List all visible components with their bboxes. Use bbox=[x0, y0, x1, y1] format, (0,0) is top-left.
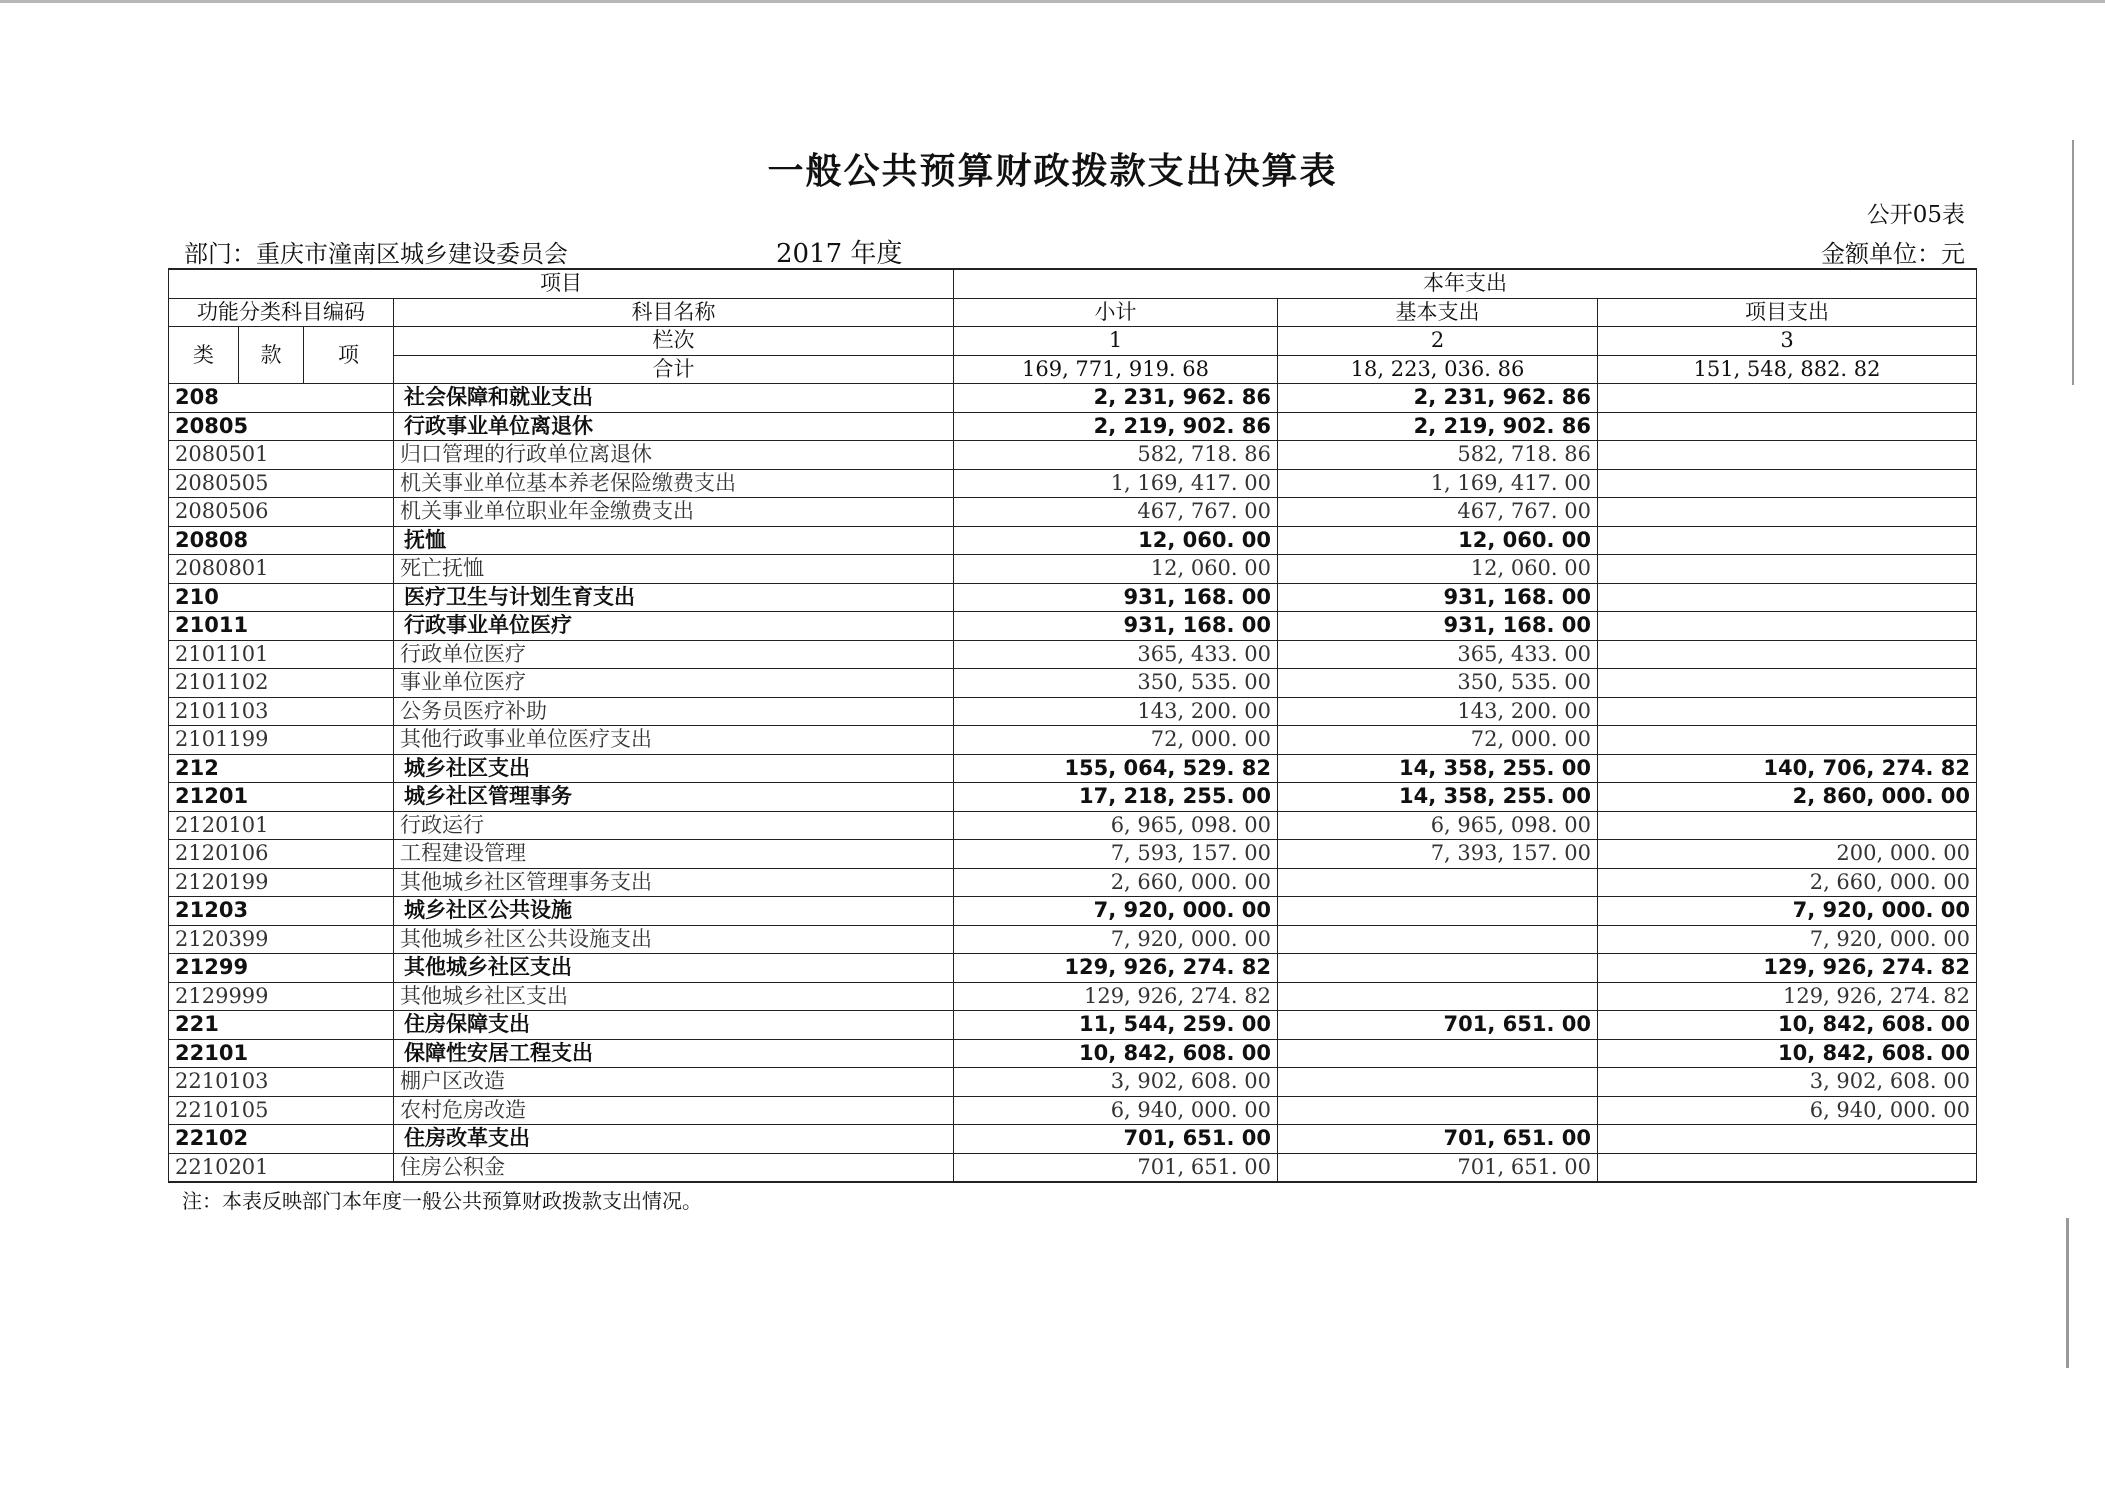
table-row bbox=[169, 441, 1977, 470]
table-row bbox=[169, 925, 1977, 954]
row-name: 医疗卫生与计划生育支出 bbox=[394, 583, 954, 612]
fiscal-year: 2017 年度 bbox=[776, 239, 903, 269]
table-row bbox=[169, 982, 1977, 1011]
row-subtotal: 12, 060. 00 bbox=[954, 526, 1278, 555]
row-basic: 12, 060. 00 bbox=[1278, 526, 1598, 555]
top-edge-rule bbox=[0, 0, 2105, 3]
row-code: 2101199 bbox=[169, 726, 394, 755]
row-basic bbox=[1278, 897, 1598, 926]
row-basic bbox=[1278, 868, 1598, 897]
row-subtotal: 931, 168. 00 bbox=[954, 612, 1278, 641]
row-name: 归口管理的行政单位离退休 bbox=[394, 441, 954, 470]
row-name: 其他城乡社区支出 bbox=[394, 982, 954, 1011]
row-basic bbox=[1278, 1068, 1598, 1097]
row-subtotal: 72, 000. 00 bbox=[954, 726, 1278, 755]
row-name: 行政运行 bbox=[394, 811, 954, 840]
table-row bbox=[169, 640, 1977, 669]
header-kuan: 款 bbox=[239, 327, 304, 384]
table-row bbox=[169, 612, 1977, 641]
row-basic bbox=[1278, 1096, 1598, 1125]
header-item: 项目 bbox=[169, 269, 954, 298]
row-basic: 582, 718. 86 bbox=[1278, 441, 1598, 470]
row-name: 抚恤 bbox=[394, 526, 954, 555]
row-basic bbox=[1278, 954, 1598, 983]
row-basic: 14, 358, 255. 00 bbox=[1278, 783, 1598, 812]
row-basic: 6, 965, 098. 00 bbox=[1278, 811, 1598, 840]
row-project: 6, 940, 000. 00 bbox=[1598, 1096, 1977, 1125]
footnote: 注：本表反映部门本年度一般公共预算财政拨款支出情况。 bbox=[182, 1189, 702, 1213]
table-row bbox=[169, 1153, 1977, 1182]
row-project: 7, 920, 000. 00 bbox=[1598, 925, 1977, 954]
table-row bbox=[169, 498, 1977, 527]
row-subtotal: 17, 218, 255. 00 bbox=[954, 783, 1278, 812]
table-row bbox=[169, 555, 1977, 584]
row-code: 22102 bbox=[169, 1125, 394, 1154]
row-subtotal: 582, 718. 86 bbox=[954, 441, 1278, 470]
row-code: 20808 bbox=[169, 526, 394, 555]
row-project bbox=[1598, 441, 1977, 470]
row-subtotal: 7, 920, 000. 00 bbox=[954, 925, 1278, 954]
row-project bbox=[1598, 640, 1977, 669]
col-number-1: 1 bbox=[954, 327, 1278, 356]
row-project bbox=[1598, 1125, 1977, 1154]
row-subtotal: 701, 651. 00 bbox=[954, 1125, 1278, 1154]
row-project bbox=[1598, 526, 1977, 555]
row-subtotal: 129, 926, 274. 82 bbox=[954, 982, 1278, 1011]
row-project bbox=[1598, 726, 1977, 755]
table-row bbox=[169, 840, 1977, 869]
row-code: 2120101 bbox=[169, 811, 394, 840]
table-row bbox=[169, 583, 1977, 612]
table-row bbox=[169, 697, 1977, 726]
table-row bbox=[169, 1125, 1977, 1154]
row-name: 住房保障支出 bbox=[394, 1011, 954, 1040]
form-number: 公开05表 bbox=[1866, 202, 1965, 228]
row-name: 行政事业单位医疗 bbox=[394, 612, 954, 641]
table-row bbox=[169, 954, 1977, 983]
row-code: 210 bbox=[169, 583, 394, 612]
row-name: 棚户区改造 bbox=[394, 1068, 954, 1097]
row-subtotal: 7, 920, 000. 00 bbox=[954, 897, 1278, 926]
row-project bbox=[1598, 384, 1977, 413]
row-project: 2, 660, 000. 00 bbox=[1598, 868, 1977, 897]
row-subtotal: 365, 433. 00 bbox=[954, 640, 1278, 669]
row-subtotal: 155, 064, 529. 82 bbox=[954, 754, 1278, 783]
header-project: 项目支出 bbox=[1598, 298, 1977, 327]
row-project: 10, 842, 608. 00 bbox=[1598, 1039, 1977, 1068]
row-project bbox=[1598, 469, 1977, 498]
row-basic bbox=[1278, 925, 1598, 954]
row-basic: 931, 168. 00 bbox=[1278, 583, 1598, 612]
row-name: 其他行政事业单位医疗支出 bbox=[394, 726, 954, 755]
row-code: 21203 bbox=[169, 897, 394, 926]
total-project: 151, 548, 882. 82 bbox=[1598, 355, 1977, 384]
table-row bbox=[169, 726, 1977, 755]
row-name: 城乡社区支出 bbox=[394, 754, 954, 783]
row-name: 城乡社区管理事务 bbox=[394, 783, 954, 812]
row-code: 2120399 bbox=[169, 925, 394, 954]
row-project bbox=[1598, 412, 1977, 441]
table-row bbox=[169, 868, 1977, 897]
header-lanci: 栏次 bbox=[394, 327, 954, 356]
header-code: 功能分类科目编码 bbox=[169, 298, 394, 327]
header-row-1 bbox=[169, 269, 1977, 298]
right-edge-mark-lower bbox=[2066, 1218, 2069, 1368]
row-basic: 365, 433. 00 bbox=[1278, 640, 1598, 669]
row-basic: 701, 651. 00 bbox=[1278, 1011, 1598, 1040]
row-code: 221 bbox=[169, 1011, 394, 1040]
row-project: 10, 842, 608. 00 bbox=[1598, 1011, 1977, 1040]
row-basic: 12, 060. 00 bbox=[1278, 555, 1598, 584]
row-subtotal: 10, 842, 608. 00 bbox=[954, 1039, 1278, 1068]
row-code: 2210103 bbox=[169, 1068, 394, 1097]
header-current-year: 本年支出 bbox=[954, 269, 1977, 298]
row-code: 2120106 bbox=[169, 840, 394, 869]
row-basic: 931, 168. 00 bbox=[1278, 612, 1598, 641]
row-code: 21011 bbox=[169, 612, 394, 641]
row-subtotal: 143, 200. 00 bbox=[954, 697, 1278, 726]
currency-unit: 金额单位：元 bbox=[1821, 240, 1965, 268]
row-subtotal: 7, 593, 157. 00 bbox=[954, 840, 1278, 869]
row-subtotal: 6, 965, 098. 00 bbox=[954, 811, 1278, 840]
table-row bbox=[169, 1068, 1977, 1097]
row-code: 2210105 bbox=[169, 1096, 394, 1125]
table-row bbox=[169, 412, 1977, 441]
row-subtotal: 350, 535. 00 bbox=[954, 669, 1278, 698]
row-code: 2129999 bbox=[169, 982, 394, 1011]
row-code: 2080501 bbox=[169, 441, 394, 470]
row-code: 21201 bbox=[169, 783, 394, 812]
row-project: 3, 902, 608. 00 bbox=[1598, 1068, 1977, 1097]
total-row bbox=[169, 355, 1977, 384]
table-row bbox=[169, 897, 1977, 926]
row-basic: 2, 231, 962. 86 bbox=[1278, 384, 1598, 413]
table-row bbox=[169, 469, 1977, 498]
table-row bbox=[169, 783, 1977, 812]
col-number-3: 3 bbox=[1598, 327, 1977, 356]
table-row bbox=[169, 1011, 1977, 1040]
row-code: 2080801 bbox=[169, 555, 394, 584]
row-basic: 7, 393, 157. 00 bbox=[1278, 840, 1598, 869]
row-project bbox=[1598, 669, 1977, 698]
row-project: 2, 860, 000. 00 bbox=[1598, 783, 1977, 812]
row-basic: 14, 358, 255. 00 bbox=[1278, 754, 1598, 783]
row-name: 其他城乡社区支出 bbox=[394, 954, 954, 983]
row-name: 其他城乡社区公共设施支出 bbox=[394, 925, 954, 954]
row-subtotal: 931, 168. 00 bbox=[954, 583, 1278, 612]
row-subtotal: 2, 231, 962. 86 bbox=[954, 384, 1278, 413]
total-basic: 18, 223, 036. 86 bbox=[1278, 355, 1598, 384]
row-basic: 701, 651. 00 bbox=[1278, 1153, 1598, 1182]
row-name: 社会保障和就业支出 bbox=[394, 384, 954, 413]
department-label: 部门：重庆市潼南区城乡建设委员会 bbox=[184, 240, 568, 268]
header-subtotal: 小计 bbox=[954, 298, 1278, 327]
table-row bbox=[169, 384, 1977, 413]
row-project bbox=[1598, 555, 1977, 584]
row-basic: 2, 219, 902. 86 bbox=[1278, 412, 1598, 441]
row-basic bbox=[1278, 1039, 1598, 1068]
row-project bbox=[1598, 1153, 1977, 1182]
header-row-3 bbox=[169, 327, 1977, 356]
row-name: 公务员医疗补助 bbox=[394, 697, 954, 726]
table-row bbox=[169, 811, 1977, 840]
row-project: 129, 926, 274. 82 bbox=[1598, 954, 1977, 983]
row-name: 死亡抚恤 bbox=[394, 555, 954, 584]
row-code: 208 bbox=[169, 384, 394, 413]
header-name: 科目名称 bbox=[394, 298, 954, 327]
row-project bbox=[1598, 583, 1977, 612]
header-row-2 bbox=[169, 298, 1977, 327]
header-xiang: 项 bbox=[304, 327, 394, 384]
row-subtotal: 1, 169, 417. 00 bbox=[954, 469, 1278, 498]
row-basic: 467, 767. 00 bbox=[1278, 498, 1598, 527]
row-code: 2080506 bbox=[169, 498, 394, 527]
row-subtotal: 6, 940, 000. 00 bbox=[954, 1096, 1278, 1125]
row-name: 城乡社区公共设施 bbox=[394, 897, 954, 926]
row-project: 140, 706, 274. 82 bbox=[1598, 754, 1977, 783]
col-number-2: 2 bbox=[1278, 327, 1598, 356]
header-lei: 类 bbox=[169, 327, 239, 384]
row-project bbox=[1598, 697, 1977, 726]
table-row bbox=[169, 754, 1977, 783]
total-subtotal: 169, 771, 919. 68 bbox=[954, 355, 1278, 384]
row-subtotal: 701, 651. 00 bbox=[954, 1153, 1278, 1182]
row-code: 2101101 bbox=[169, 640, 394, 669]
row-code: 2080505 bbox=[169, 469, 394, 498]
row-code: 2210201 bbox=[169, 1153, 394, 1182]
table-row bbox=[169, 526, 1977, 555]
row-subtotal: 2, 660, 000. 00 bbox=[954, 868, 1278, 897]
row-project: 7, 920, 000. 00 bbox=[1598, 897, 1977, 926]
row-basic bbox=[1278, 982, 1598, 1011]
expenditure-table bbox=[168, 268, 1977, 1183]
row-name: 机关事业单位基本养老保险缴费支出 bbox=[394, 469, 954, 498]
row-name: 保障性安居工程支出 bbox=[394, 1039, 954, 1068]
row-project: 129, 926, 274. 82 bbox=[1598, 982, 1977, 1011]
row-name: 机关事业单位职业年金缴费支出 bbox=[394, 498, 954, 527]
row-name: 其他城乡社区管理事务支出 bbox=[394, 868, 954, 897]
row-subtotal: 129, 926, 274. 82 bbox=[954, 954, 1278, 983]
row-project bbox=[1598, 612, 1977, 641]
row-name: 事业单位医疗 bbox=[394, 669, 954, 698]
total-label: 合计 bbox=[394, 355, 954, 384]
table-row bbox=[169, 1039, 1977, 1068]
row-code: 2101103 bbox=[169, 697, 394, 726]
row-name: 住房公积金 bbox=[394, 1153, 954, 1182]
row-subtotal: 2, 219, 902. 86 bbox=[954, 412, 1278, 441]
row-code: 21299 bbox=[169, 954, 394, 983]
row-code: 212 bbox=[169, 754, 394, 783]
table-row bbox=[169, 1096, 1977, 1125]
row-code: 2101102 bbox=[169, 669, 394, 698]
row-basic: 143, 200. 00 bbox=[1278, 697, 1598, 726]
row-basic: 350, 535. 00 bbox=[1278, 669, 1598, 698]
row-name: 农村危房改造 bbox=[394, 1096, 954, 1125]
header-basic: 基本支出 bbox=[1278, 298, 1598, 327]
row-project bbox=[1598, 498, 1977, 527]
row-subtotal: 11, 544, 259. 00 bbox=[954, 1011, 1278, 1040]
row-project: 200, 000. 00 bbox=[1598, 840, 1977, 869]
row-subtotal: 3, 902, 608. 00 bbox=[954, 1068, 1278, 1097]
row-basic: 701, 651. 00 bbox=[1278, 1125, 1598, 1154]
row-code: 2120199 bbox=[169, 868, 394, 897]
row-name: 行政单位医疗 bbox=[394, 640, 954, 669]
row-basic: 1, 169, 417. 00 bbox=[1278, 469, 1598, 498]
row-basic: 72, 000. 00 bbox=[1278, 726, 1598, 755]
page-title: 一般公共预算财政拨款支出决算表 bbox=[767, 151, 1338, 192]
row-subtotal: 12, 060. 00 bbox=[954, 555, 1278, 584]
table-row bbox=[169, 669, 1977, 698]
row-name: 住房改革支出 bbox=[394, 1125, 954, 1154]
row-subtotal: 467, 767. 00 bbox=[954, 498, 1278, 527]
row-code: 22101 bbox=[169, 1039, 394, 1068]
row-name: 工程建设管理 bbox=[394, 840, 954, 869]
row-name: 行政事业单位离退休 bbox=[394, 412, 954, 441]
row-code: 20805 bbox=[169, 412, 394, 441]
row-project bbox=[1598, 811, 1977, 840]
